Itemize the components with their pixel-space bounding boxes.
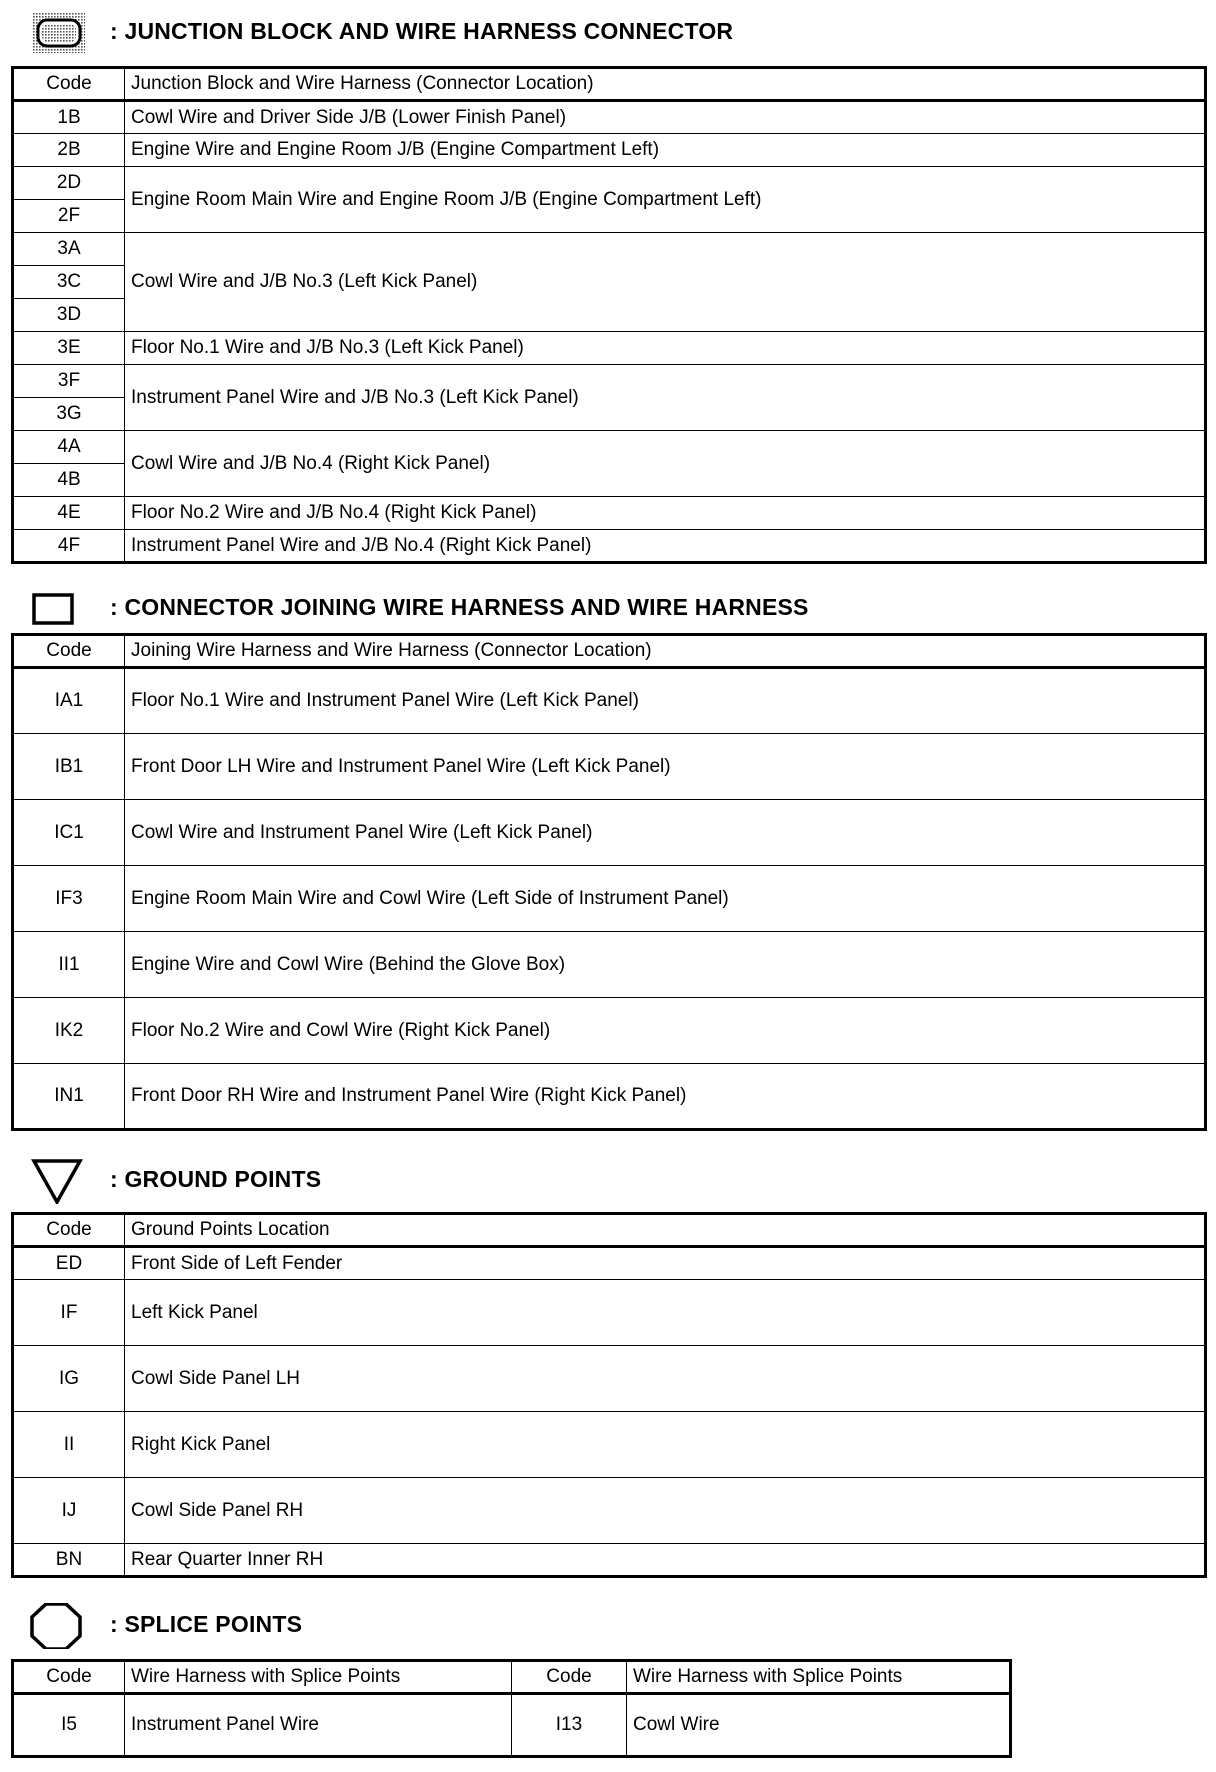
table-row	[13, 332, 1206, 365]
column-header-code: Code	[512, 1661, 627, 1694]
code-cell: 2B	[13, 134, 125, 167]
table-row	[13, 365, 1206, 398]
connector-square-icon	[30, 586, 88, 632]
location-cell: Cowl Wire and J/B No.3 (Left Kick Panel)	[125, 233, 1206, 332]
location-cell: Front Door RH Wire and Instrument Panel Wire (Right Kick Panel)	[125, 1064, 1206, 1130]
table-row	[13, 866, 1206, 932]
table-row	[13, 1064, 1206, 1130]
code-cell: II1	[13, 932, 125, 998]
conn-table	[11, 633, 1207, 1131]
code-cell: IN1	[13, 1064, 125, 1130]
code-cell: IK2	[13, 998, 125, 1064]
code-cell: BN	[13, 1544, 125, 1577]
table-row	[13, 497, 1206, 530]
location-cell: Cowl Wire and Driver Side J/B (Lower Finish Panel)	[125, 101, 1206, 134]
location-cell: Front Side of Left Fender	[125, 1247, 1206, 1280]
ground-triangle-icon	[30, 1158, 88, 1204]
table-row	[13, 800, 1206, 866]
table-row	[13, 668, 1206, 734]
ground-table	[11, 1212, 1207, 1578]
location-cell: Floor No.2 Wire and Cowl Wire (Right Kick Panel)	[125, 998, 1206, 1064]
location-cell: Instrument Panel Wire and J/B No.4 (Right Kick Panel)	[125, 530, 1206, 563]
code-cell: 3G	[13, 398, 125, 431]
splice-octagon-icon	[30, 1603, 88, 1649]
code-cell: II	[13, 1412, 125, 1478]
code-cell: 2F	[13, 200, 125, 233]
table-row	[13, 134, 1206, 167]
column-header-wire-harness: Wire Harness with Splice Points	[627, 1661, 1011, 1694]
code-cell: 3D	[13, 299, 125, 332]
code-cell: I5	[13, 1694, 125, 1757]
code-cell: IF	[13, 1280, 125, 1346]
wire-harness-cell: Cowl Wire	[627, 1694, 1011, 1757]
table-header-row	[13, 68, 1206, 101]
code-cell: 3C	[13, 266, 125, 299]
table-row	[13, 167, 1206, 200]
column-header-location: Ground Points Location	[125, 1214, 1206, 1247]
table-row	[13, 1694, 1011, 1757]
location-cell: Floor No.2 Wire and J/B No.4 (Right Kick Panel)	[125, 497, 1206, 530]
code-cell: IJ	[13, 1478, 125, 1544]
table-header-row	[13, 1661, 1011, 1694]
table-row	[13, 1412, 1206, 1478]
code-cell: IF3	[13, 866, 125, 932]
code-cell: ED	[13, 1247, 125, 1280]
table-row	[13, 1346, 1206, 1412]
jb-table	[11, 66, 1207, 564]
column-header-location: Junction Block and Wire Harness (Connector Location)	[125, 68, 1206, 101]
code-cell: 3E	[13, 332, 125, 365]
conn-section-title: : CONNECTOR JOINING WIRE HARNESS AND WIRE HARNESS	[110, 594, 809, 620]
table-row	[13, 932, 1206, 998]
table-row	[13, 734, 1206, 800]
table-row	[13, 233, 1206, 266]
splice-table	[11, 1659, 1012, 1758]
location-cell: Floor No.1 Wire and Instrument Panel Wire (Left Kick Panel)	[125, 668, 1206, 734]
location-cell: Engine Room Main Wire and Engine Room J/B (Engine Compartment Left)	[125, 167, 1206, 233]
code-cell: IB1	[13, 734, 125, 800]
location-cell: Right Kick Panel	[125, 1412, 1206, 1478]
junction-block-connector-icon	[30, 10, 88, 56]
code-cell: 2D	[13, 167, 125, 200]
table-row	[13, 1280, 1206, 1346]
code-cell: 1B	[13, 101, 125, 134]
code-cell: IA1	[13, 668, 125, 734]
location-cell: Engine Wire and Engine Room J/B (Engine Compartment Left)	[125, 134, 1206, 167]
location-cell: Rear Quarter Inner RH	[125, 1544, 1206, 1577]
code-cell: 4B	[13, 464, 125, 497]
table-row	[13, 1544, 1206, 1577]
wire-harness-cell: Instrument Panel Wire	[125, 1694, 512, 1757]
column-header-code: Code	[13, 635, 125, 668]
code-cell: 3F	[13, 365, 125, 398]
location-cell: Cowl Side Panel RH	[125, 1478, 1206, 1544]
location-cell: Engine Room Main Wire and Cowl Wire (Left Side of Instrument Panel)	[125, 866, 1206, 932]
column-header-location: Joining Wire Harness and Wire Harness (Connector Location)	[125, 635, 1206, 668]
code-cell: 4A	[13, 431, 125, 464]
table-header-row	[13, 635, 1206, 668]
location-cell: Cowl Wire and J/B No.4 (Right Kick Panel)	[125, 431, 1206, 497]
table-row	[13, 530, 1206, 563]
location-cell: Instrument Panel Wire and J/B No.3 (Left Kick Panel)	[125, 365, 1206, 431]
table-row	[13, 1247, 1206, 1280]
column-header-code: Code	[13, 68, 125, 101]
column-header-code: Code	[13, 1661, 125, 1694]
code-cell: 3A	[13, 233, 125, 266]
location-cell: Front Door LH Wire and Instrument Panel Wire (Left Kick Panel)	[125, 734, 1206, 800]
code-cell: IC1	[13, 800, 125, 866]
code-cell: I13	[512, 1694, 627, 1757]
column-header-code: Code	[13, 1214, 125, 1247]
location-cell: Cowl Wire and Instrument Panel Wire (Left Kick Panel)	[125, 800, 1206, 866]
code-cell: IG	[13, 1346, 125, 1412]
table-row	[13, 101, 1206, 134]
code-cell: 4E	[13, 497, 125, 530]
column-header-wire-harness: Wire Harness with Splice Points	[125, 1661, 512, 1694]
code-cell: 4F	[13, 530, 125, 563]
jb-section-title: : JUNCTION BLOCK AND WIRE HARNESS CONNECTOR	[110, 18, 734, 44]
table-row	[13, 998, 1206, 1064]
table-row	[13, 431, 1206, 464]
ground-section-title: : GROUND POINTS	[110, 1166, 322, 1192]
table-header-row	[13, 1214, 1206, 1247]
splice-section-title: : SPLICE POINTS	[110, 1611, 303, 1637]
location-cell: Floor No.1 Wire and J/B No.3 (Left Kick Panel)	[125, 332, 1206, 365]
location-cell: Cowl Side Panel LH	[125, 1346, 1206, 1412]
location-cell: Left Kick Panel	[125, 1280, 1206, 1346]
location-cell: Engine Wire and Cowl Wire (Behind the Glove Box)	[125, 932, 1206, 998]
table-row	[13, 1478, 1206, 1544]
